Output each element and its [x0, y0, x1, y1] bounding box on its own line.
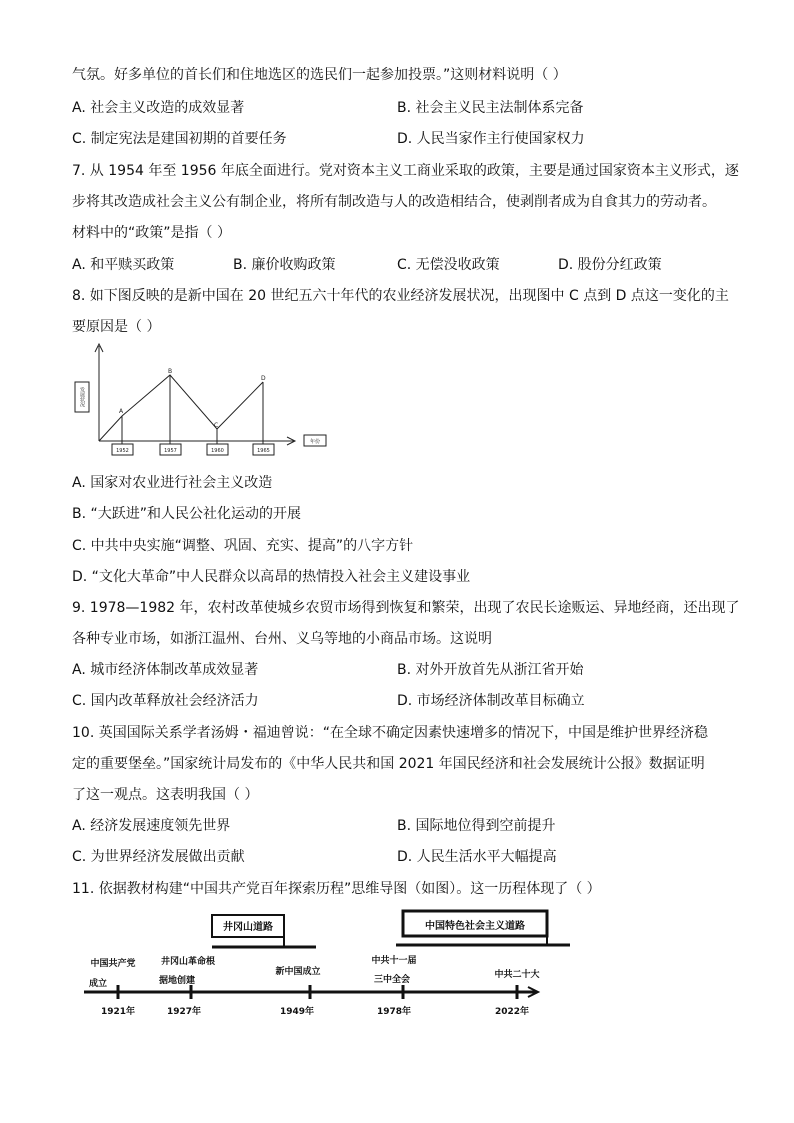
q11-timeline: [80, 905, 580, 1025]
q11-year-4: 1978年: [376, 1007, 412, 1017]
q6-option-d: D. 人民当家作主行使国家权力: [397, 131, 585, 147]
q11-box1-label: 井冈山道路: [223, 922, 273, 933]
q9-option-c: C. 国内改革释放社会经济活力: [72, 693, 259, 709]
q11-event-5-line1: 中共二十大: [494, 970, 540, 980]
q8-point-a: A: [119, 408, 124, 415]
q8-stem-line-1: 8. 如下图反映的是新中国在 20 世纪五六十年代的农业经济发展状况，出现图中 C 点到 D 点这一变化的主: [72, 288, 729, 304]
q8-point-d: D: [261, 375, 266, 382]
q8-year-2: 1957: [164, 448, 177, 454]
q10-option-c: C. 为世界经济发展做出贡献: [72, 849, 245, 865]
q9-option-a: A. 城市经济体制改革成效显著: [72, 662, 259, 678]
q6-option-c: C. 制定宪法是建国初期的首要任务: [72, 131, 287, 147]
q10-stem-line-3: 了这一观点。这表明我国（ ）: [72, 787, 259, 803]
q8-option-b: B. “大跃进”和人民公社化运动的开展: [72, 506, 302, 522]
q11-event-2-line1: 井冈山革命根: [160, 957, 216, 967]
q11-year-1: 1921年: [100, 1007, 136, 1017]
q6-stem-tail: 气氛。好多单位的首长们和住地选区的选民们一起参加投票。”这则材料说明（ ）: [72, 67, 567, 83]
q11-event-3-line1: 新中国成立: [275, 967, 321, 977]
q8-ylabel: 发展状况: [79, 387, 85, 407]
q11-year-3: 1949年: [279, 1007, 315, 1017]
q11-event-4-line2: 三中全会: [373, 975, 411, 985]
q9-stem-line-2: 各种专业市场，如浙江温州、台州、义乌等地的小商品市场。这说明: [72, 631, 492, 647]
q10-option-a: A. 经济发展速度领先世界: [72, 818, 231, 834]
q8-chart: [72, 340, 332, 462]
q11-box2-label: 中国特色社会主义道路: [425, 921, 525, 932]
q7-option-a: A. 和平赎买政策: [72, 257, 175, 273]
q10-stem-line-2: 定的重要堡垒。”国家统计局发布的《中华人民共和国 2021 年国民经济和社会发展统计公报》数据证明: [72, 756, 705, 772]
q7-stem-line-2: 步将其改造成社会主义公有制企业，将所有制改造与人的改造相结合，使剥削者成为自食其力的劳动者。: [72, 194, 716, 210]
q8-option-a: A. 国家对农业进行社会主义改造: [72, 475, 273, 491]
q11-event-1-line2: 成立: [88, 979, 108, 989]
q8-xlabel: 年份: [309, 439, 321, 445]
q11-year-5: 2022年: [494, 1007, 530, 1017]
q8-stem-line-2: 要原因是（ ）: [72, 319, 161, 335]
q11-event-4-line1: 中共十一届: [371, 956, 417, 966]
q8-year-1: 1952: [116, 448, 129, 454]
q7-stem-line-1: 7. 从 1954 年至 1956 年底全面进行。党对资本主义工商业采取的政策，主要是通过国家资本主义形式，逐: [72, 163, 739, 179]
q10-option-b: B. 国际地位得到空前提升: [397, 818, 556, 834]
q9-option-b: B. 对外开放首先从浙江省开始: [397, 662, 584, 678]
q11-event-1-line1: 中国共产党: [90, 959, 136, 969]
q7-stem-line-3: 材料中的“政策”是指（ ）: [72, 225, 231, 241]
q8-option-d: D. “文化大革命”中人民群众以高昂的热情投入社会主义建设事业: [72, 569, 471, 585]
q7-option-b: B. 廉价收购政策: [233, 257, 336, 273]
q6-option-a: A. 社会主义改造的成效显著: [72, 100, 245, 116]
q8-point-c: C: [214, 422, 219, 429]
q8-option-c: C. 中共中央实施“调整、巩固、充实、提高”的八字方针: [72, 538, 414, 554]
q9-stem-line-1: 9. 1978—1982 年，农村改革使城乡农贸市场得到恢复和繁荣，出现了农民长途贩运、异地经商，还出现了: [72, 600, 740, 616]
q11-event-2-line2: 据地创建: [158, 976, 196, 986]
q10-option-d: D. 人民生活水平大幅提高: [397, 849, 557, 865]
q8-year-4: 1965: [257, 448, 270, 454]
q11-stem: 11. 依据教材构建“中国共产党百年探索历程”思维导图（如图）。这一历程体现了（ ）: [72, 881, 601, 897]
q7-option-d: D. 股份分红政策: [558, 257, 662, 273]
q6-option-b: B. 社会主义民主法制体系完备: [397, 100, 584, 116]
q8-year-3: 1960: [211, 448, 224, 454]
q11-year-2: 1927年: [166, 1007, 202, 1017]
q8-trend-line: [99, 375, 263, 441]
q10-stem-line-1: 10. 英国国际关系学者汤姆・福迪曾说：“在全球不确定因素快速增多的情况下，中国是维护世界经济稳: [72, 725, 708, 741]
q9-option-d: D. 市场经济体制改革目标确立: [397, 693, 585, 709]
q7-option-c: C. 无偿没收政策: [397, 257, 500, 273]
q8-point-b: B: [168, 368, 173, 375]
